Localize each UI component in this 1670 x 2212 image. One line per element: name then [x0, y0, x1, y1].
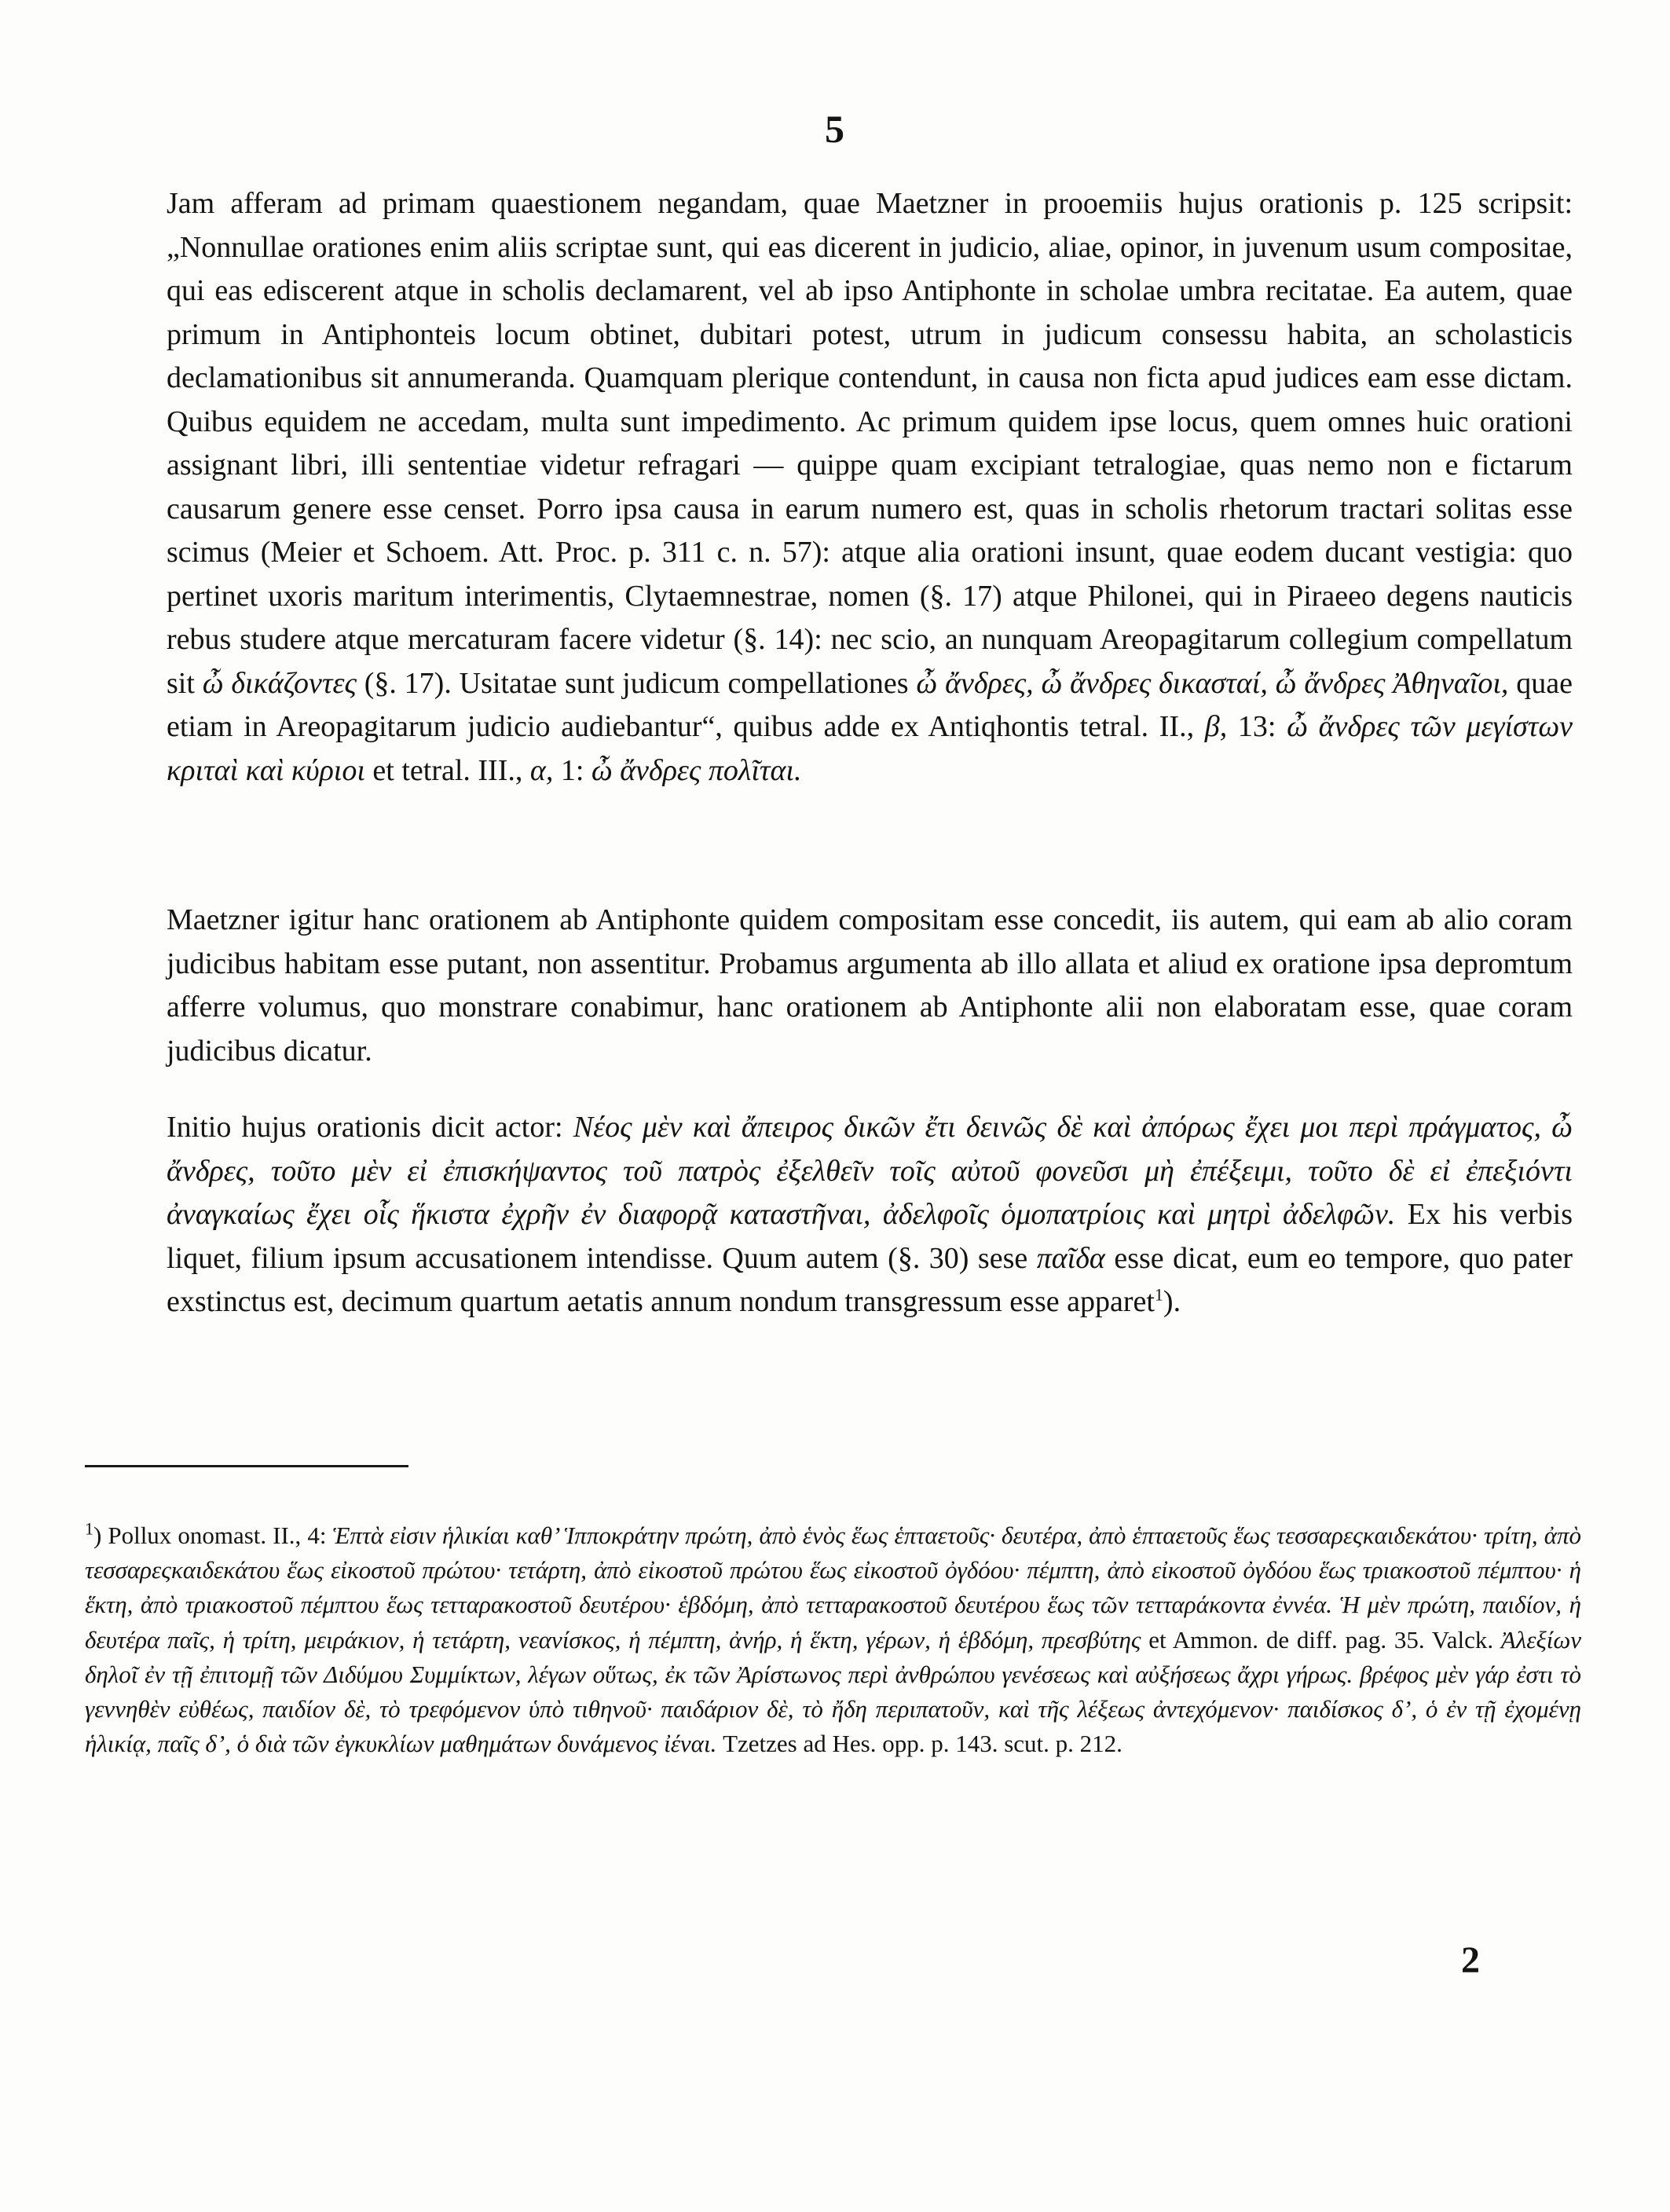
paragraph-1-text: quae etiam in Areopagitarum judicio audiebantur“, quibus adde ex Antiqhontis tetral. II.,	[167, 666, 1573, 743]
paragraph-3-text: Ex his verbis liquet, filium ipsum accusationem intendisse. Quum autem (§. 30) sese	[167, 1198, 1573, 1275]
footnote-1	[85, 1518, 1581, 1761]
footnote-marker: 1	[85, 1518, 93, 1539]
paragraph-1-lead: Jam afferam ad primam quaestionem negandam, quae Maetzner in prooemiis hujus orationis p. 125 scripsit: „Nonnullae orationes enim aliis scriptae sunt, qui eas dicerent in judicio, aliae, opinor, in juvenum usum compositae, qui eas ediscerent atque in scholis declamarent, vel ab ipso Antiphonte in scholae umbra recitatae. Ea autem, quae primum in Antiphonteis locum obtinet, dubitari potest, utrum in judicum consessu habita, an scholasticis declamationibus sit annumeranda. Quamquam plerique contendunt, in causa non ficta apud judices eam esse dictam. Quibus equidem ne accedam, multa sunt impedimento. Ac primum quidem ipse locus, quem omnes huic orationi assignant libri, illi sententiae videtur refragari — quippe quam excipiant tetralogiae, quas nemo non e fictarum causarum genere esse censet. Porro ipsa causa in earum numero est, quas in scholis rhetorum tractari solitas esse scimus (Meier et Schoem. Att. Proc. p. 311 c. n. 57): atque alia orationi insunt, quae eodem ducant vestigia: quo pertinet uxoris maritum interimentis, Clytaemnestrae, nomen (§. 17) atque Philonei, qui in Piraeeo degens nauticis rebus studere atque mercaturam facere videtur (§. 14): nec scio, an nunquam Areopagitarum collegium compellatum sit	[167, 187, 1573, 700]
paragraph-3	[167, 1106, 1573, 1324]
greek-quote: α,	[529, 753, 554, 787]
paragraph-3-end: ).	[1163, 1285, 1181, 1318]
greek-quote: Νέος μὲν καὶ ἄπειρος δικῶν ἔτι δεινῶς δὲ καὶ ἀπόρως ἔχει μοι περὶ πράγματος, ὦ ἄνδρες, τοῦτο μὲν εἰ ἐπισκήψαντος τοῦ πατρὸς ἐξελθεῖν τοῖς αὐτοῦ φονεῦσι μὴ ἐπέξειμι, τοῦτο δὲ εἰ ἐπεξιόντι ἀναγκαίως ἔχει οἷς ἥκιστα ἐχρῆν ἐν διαφορᾷ καταστῆναι, ἀδελφοῖς ὁμοπατρίοις καὶ μητρὶ ἀδελφῶν.	[167, 1111, 1573, 1231]
paragraph-3-lead: Initio hujus orationis dicit actor:	[167, 1111, 563, 1144]
greek-quote: ὦ δικάζοντες	[202, 666, 357, 700]
signature-mark: 2	[1461, 1939, 1480, 1981]
greek-quote: παῖδα	[1036, 1241, 1105, 1275]
footnote-divider	[85, 1465, 408, 1467]
paragraph-1-text: 1:	[560, 753, 584, 787]
greek-quote: ὦ ἄνδρες, ὦ ἄνδρες δικασταί, ὦ ἄνδρες Ἀθηναῖοι,	[916, 666, 1509, 700]
page-number: 5	[825, 107, 845, 151]
paragraph-1-text: (§. 17). Usitatae sunt judicum compellationes	[364, 666, 909, 700]
greek-quote: β,	[1204, 710, 1228, 743]
paragraph-1-text: et tetral. III.,	[372, 753, 523, 787]
footnote-lead: ) Pollux onomast. II., 4:	[93, 1522, 327, 1549]
greek-quote: ὦ ἄνδρες τῶν μεγίστων κριταὶ καὶ κύριοι	[167, 710, 1573, 787]
footnote-reference: 1	[1154, 1284, 1163, 1305]
footnote-end: Tzetzes ad Hes. opp. p. 143. scut. p. 212.	[723, 1730, 1122, 1758]
paragraph-3-text: esse dicat, eum eo tempore, quo pater exstinctus est, decimum quartum aetatis annum nondum transgressum esse apparet	[167, 1241, 1573, 1318]
greek-quote: ὦ ἄνδρες πολῖται.	[591, 753, 802, 787]
greek-quote: Ἑπτὰ εἰσιν ἡλικίαι καθ’ Ἱπποκράτην πρώτη, ἀπὸ ἑνὸς ἕως ἑπταετοῦς· δευτέρα, ἀπὸ ἑπταετοῦς ἕως τεσσαρεςκαιδεκάτου· τρίτη, ἀπὸ τεσσαρεςκαιδεκάτου ἕως εἰκοστοῦ πρώτου· τετάρτη, ἀπὸ εἰκοστοῦ πρώτου ἕως εἰκοστοῦ ὀγδόου· πέμπτη, ἀπὸ εἰκοστοῦ ὀγδόου ἕως τριακοστοῦ πέμπτου· ἡ ἕκτη, ἀπὸ τριακοστοῦ πέμπτου ἕως τετταρακοστοῦ δευτέρου· ἑβδόμη, ἀπὸ τετταρακοστοῦ δευτέρου ἕως τῶν τετταράκοντα ἐννέα. Ἡ μὲν πρώτη, παιδίον, ἡ δευτέρα παῖς, ἡ τρίτη, μειράκιον, ἡ τετάρτη, νεανίσκος, ἡ πέμπτη, ἀνήρ, ἡ ἕκτη, γέρων, ἡ ἑβδόμη, πρεσβύτης	[85, 1522, 1581, 1654]
paragraph-1-text: 13:	[1237, 710, 1276, 743]
greek-quote: Ἀλεξίων δηλοῖ ἐν τῇ ἐπιτομῇ τῶν Διδύμου Συμμίκτων, λέγων οὕτως, ἐκ τῶν Ἀρίστωνος περὶ ἀνθρώπου γενέσεως καὶ αὐξήσεως ἄχρι γήρως. βρέφος μὲν γάρ ἐστι τὸ γεννηθὲν εὐθέως, παιδίον δὲ, τὸ τρεφόμενον ὑπὸ τιθηνοῦ· παιδάριον δὲ, τὸ ἤδη περιπατοῦν, καὶ τῆς λέξεως ἀντεχόμενον· παιδίσκος δ’, ὁ ἐν τῇ ἐχομένῃ ἡλικίᾳ, παῖς δ’, ὁ διὰ τῶν ἐγκυκλίων μαθημάτων δυνάμενος ἰέναι.	[85, 1625, 1582, 1758]
paragraph-2: Maetzner igitur hanc orationem ab Antiphonte quidem compositam esse concedit, iis autem, qui eam ab alio coram judicibus habitam esse putant, non assentitur. Probamus argumenta ab illo allata et aliud ex oratione ipsa depromtum afferre volumus, quo monstrare conabimur, hanc orationem ab Antiphonte alii non elaboratam esse, quae coram judicibus dicatur.	[167, 903, 1573, 1068]
paragraph-1	[167, 182, 1573, 793]
footnote-text: et Ammon. de diff. pag. 35. Valck.	[1148, 1625, 1494, 1654]
